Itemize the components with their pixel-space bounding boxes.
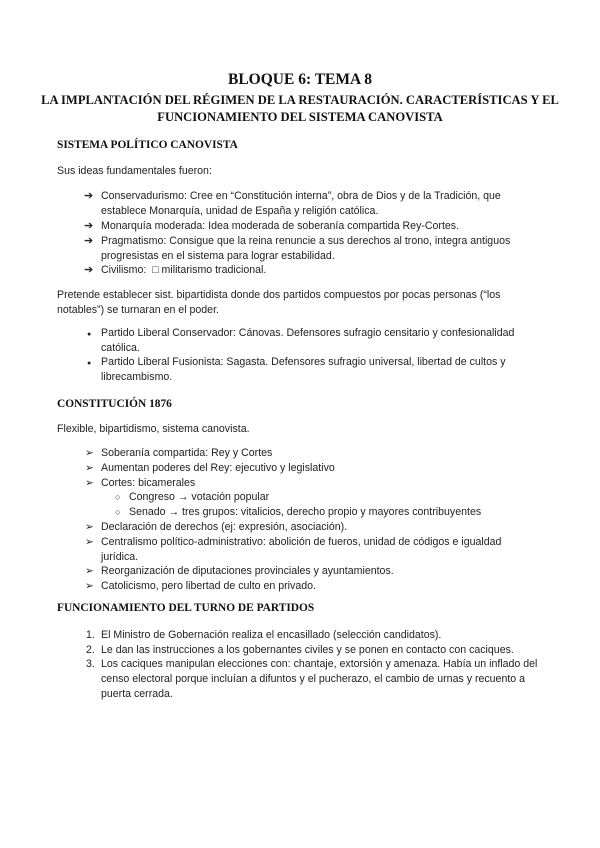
constitucion-item: Centralismo político-administrativo: abolición de fueros, unidad de códigos e igualdad jurídica. bbox=[101, 536, 502, 563]
section-heading-constitucion: CONSTITUCIÓN 1876 bbox=[57, 398, 172, 410]
constitucion-item: Cortes: bicamerales bbox=[101, 477, 196, 489]
party-item: Partido Liberal Fusionista: Sagasta. Defensores sufragio universal, libertad de cultos y librecambismo. bbox=[101, 356, 506, 383]
step-number: 1. bbox=[86, 629, 95, 641]
triangle-marker: ➢ bbox=[85, 521, 94, 533]
triangle-marker: ➢ bbox=[85, 565, 94, 577]
turno-step: El Ministro de Gobernación realiza el encasillado (selección candidatos). bbox=[101, 629, 442, 641]
circle-marker: ○ bbox=[115, 492, 121, 502]
arrow-marker: ➔ bbox=[84, 220, 94, 232]
idea-item: Civilismo: □ militarismo tradicional. bbox=[101, 264, 267, 276]
idea-item: Conservadurismo: Cree en “Constitución interna”, obra de Dios y de la Tradición, que establece Monarquía, unidad de España y religión católica. bbox=[101, 190, 501, 217]
document-title: BLOQUE 6: TEMA 8 bbox=[228, 71, 372, 88]
idea-item: Pragmatismo: Consigue que la reina renuncie a sus derechos al trono, integra antiguos progresistas en el sistema para lograr estabilidad. bbox=[101, 235, 511, 262]
bullet-marker: ● bbox=[87, 331, 92, 338]
idea-item: Monarquía moderada: Idea moderada de soberanía compartida Rey-Cortes. bbox=[101, 220, 460, 232]
constitucion-item: Soberanía compartida: Rey y Cortes bbox=[101, 447, 273, 459]
party-item: Partido Liberal Conservador: Cánovas. Defensores sufragio censitario y confesionalidad católica. bbox=[101, 327, 515, 354]
triangle-marker: ➢ bbox=[85, 536, 94, 548]
circle-marker: ○ bbox=[115, 507, 121, 517]
sistema-intro: Sus ideas fundamentales fueron: bbox=[57, 165, 212, 177]
triangle-marker: ➢ bbox=[85, 447, 94, 459]
step-number: 3. bbox=[86, 658, 95, 670]
triangle-marker: ➢ bbox=[85, 462, 94, 474]
constitucion-intro: Flexible, bipartidismo, sistema canovista. bbox=[57, 423, 250, 435]
constitucion-item: Declaración de derechos (ej: expresión, asociación). bbox=[101, 521, 348, 533]
document-subtitle: LA IMPLANTACIÓN DEL RÉGIMEN DE LA RESTAURACIÓN. CARACTERÍSTICAS Y EL FUNCIONAMIENTO DEL SISTEMA CANOVISTA bbox=[41, 93, 559, 124]
constitucion-item: Reorganización de diputaciones provinciales y ayuntamientos. bbox=[101, 565, 394, 577]
arrow-marker: ➔ bbox=[84, 264, 94, 276]
constitucion-item: Aumentan poderes del Rey: ejecutivo y legislativo bbox=[101, 462, 335, 474]
arrow-marker: ➔ bbox=[84, 235, 94, 247]
bipartidismo-paragraph: Pretende establecer sist. bipartidista donde dos partidos compuestos por pocas personas (“los notables”) se turnaran en el poder. bbox=[57, 289, 501, 316]
constitucion-item: Catolicismo, pero libertad de culto en privado. bbox=[101, 580, 316, 592]
triangle-marker: ➢ bbox=[85, 580, 94, 592]
arrow-marker: ➔ bbox=[84, 190, 94, 202]
section-heading-turno: FUNCIONAMIENTO DEL TURNO DE PARTIDOS bbox=[57, 602, 315, 614]
cortes-subitem: Congreso → votación popular bbox=[129, 491, 270, 503]
triangle-marker: ➢ bbox=[85, 477, 94, 489]
bullet-marker: ● bbox=[87, 360, 92, 367]
cortes-subitem: Senado → tres grupos: vitalicios, derecho propio y mayores contribuyentes bbox=[129, 506, 482, 518]
step-number: 2. bbox=[86, 644, 95, 656]
turno-step: Le dan las instrucciones a los gobernantes civiles y se ponen en contacto con caciques. bbox=[101, 644, 514, 656]
turno-step: Los caciques manipulan elecciones con: chantaje, extorsión y amenaza. Había un inflado del censo electoral porque incluían a difuntos y el pucherazo, el cambio de urnas y recuento a puerta cerrada. bbox=[101, 658, 538, 700]
section-heading-sistema: SISTEMA POLÍTICO CANOVISTA bbox=[57, 139, 238, 151]
